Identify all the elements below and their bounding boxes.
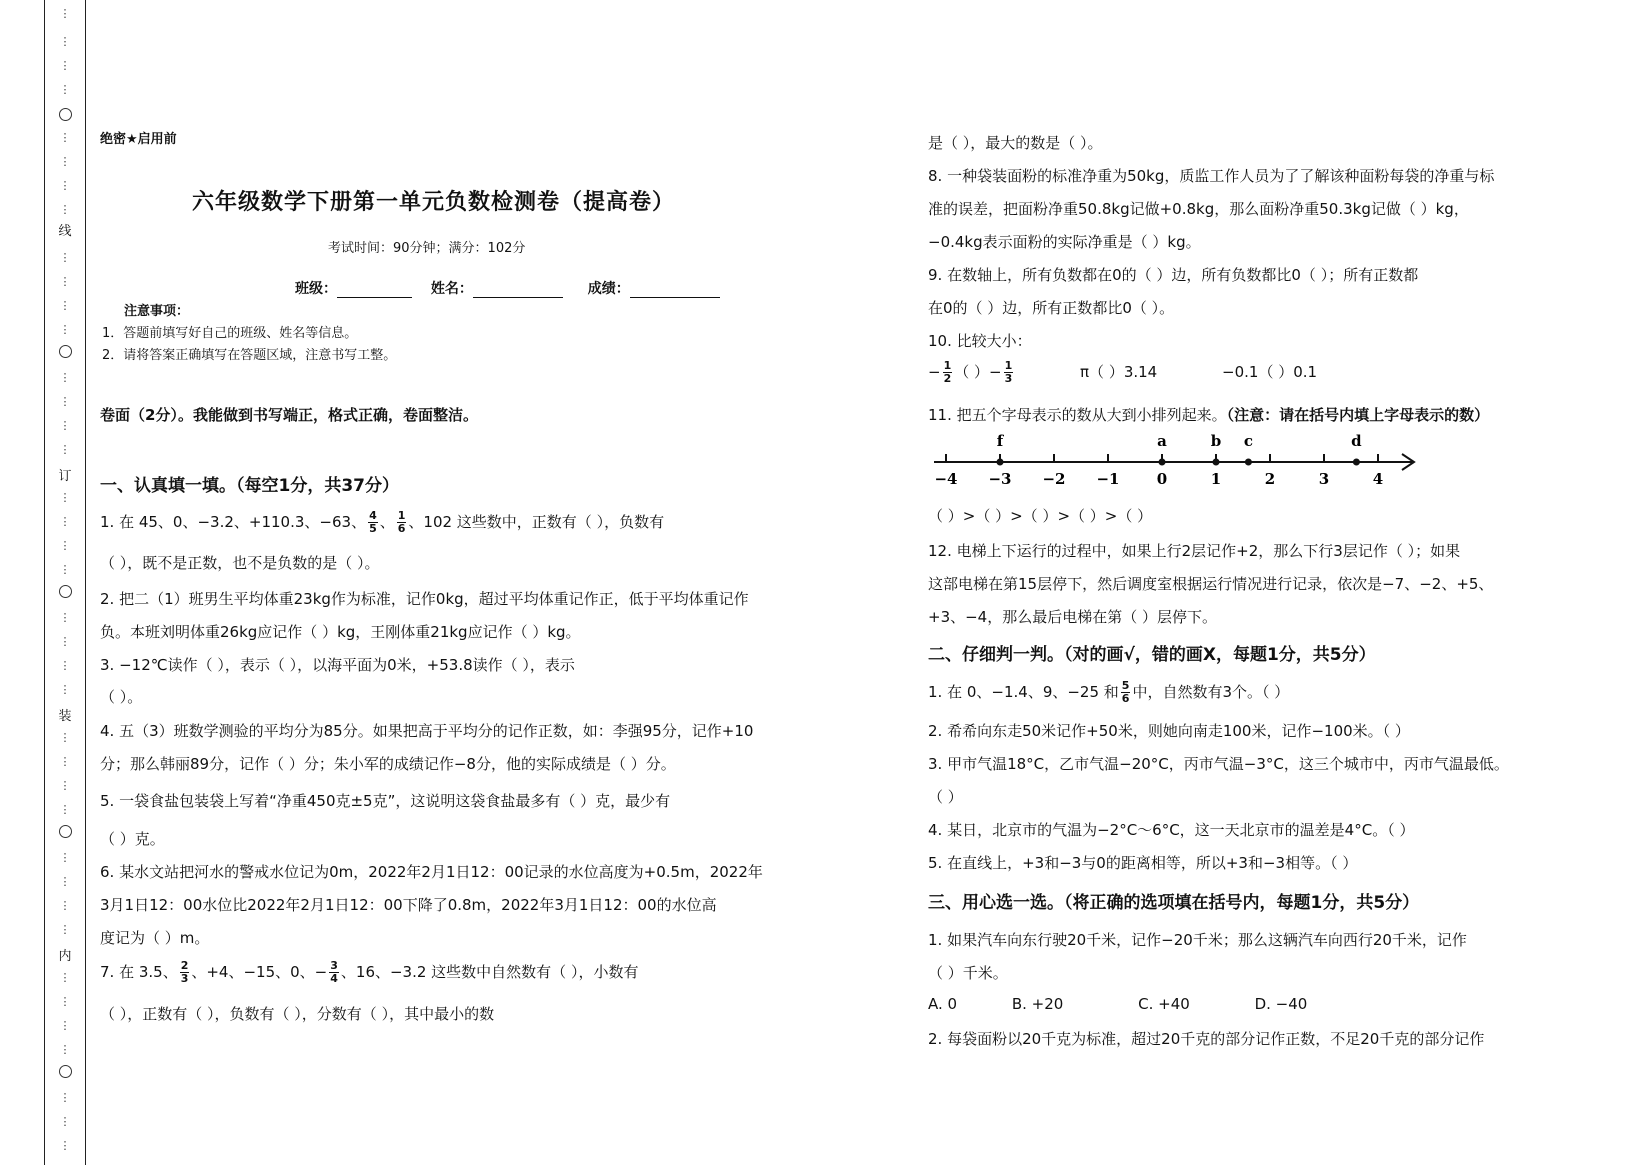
choice-1-line-2: （ ）千米。 (928, 964, 1008, 982)
question-12-line-1: 12. 电梯上下运行的过程中，如果上行2层记作+2，那么下行3层记作（ ）；如果 (928, 542, 1461, 560)
number-line-point-label: b (1210, 432, 1222, 450)
compare-item-3: −0.1（ ）0.1 (1222, 363, 1318, 381)
question-10-items (928, 360, 1317, 385)
note-1: 1．答题前填写好自己的班级、姓名等信息。 (102, 326, 358, 341)
binding-dots: ⋮ (59, 515, 71, 528)
question-12-line-2: 这部电梯在第15层停下，然后调度室根据运行情况进行记录，依次是−7、−2、+5、 (928, 575, 1494, 593)
binding-dots: ⋮ (59, 1139, 71, 1152)
binding-dots: ⋮ (59, 203, 71, 216)
question-6-line-2: 3月1日12：00水位比2022年2月1日12：00下降了0.8m，2022年3月1日12：00的水位高 (100, 896, 717, 914)
binding-dots: ⋮ (59, 635, 71, 648)
binding-label: 装 (58, 709, 72, 724)
binding-dots: ⋮ (59, 1043, 71, 1056)
class-label: 班级： (295, 281, 337, 297)
question-8-line-1: 8. 一种袋装面粉的标准净重为50kg，质监工作人员为了了解该种面粉每袋的净重与标 (928, 167, 1495, 185)
compare-item-1: − $\frac{1}{2}$ （ ）− $\frac{1}{3}$ (928, 359, 1013, 385)
judge-2: 2. 希希向东走50米记作+50米，则她向南走100米，记作−100米。（ ） (928, 722, 1410, 740)
binding-dots: ⋮ (59, 131, 71, 144)
question-6-line-1: 6. 某水文站把河水的警戒水位记为0m，2022年2月1日12：00记录的水位高度为+0.5m，2022年 (100, 863, 763, 881)
question-6-line-3: 度记为（ ）m。 (100, 929, 210, 947)
confidential-mark: 绝密★启用前 (100, 132, 177, 147)
binding-dots: ⋮ (59, 683, 71, 696)
question-2-line-1: 2. 把二（1）班男生平均体重23kg作为标准，记作0kg，超过平均体重记作正，低于平均体重记作 (100, 590, 749, 608)
note-2: 2．请将答案正确填写在答题区域，注意书写工整。 (102, 348, 397, 363)
question-7-line-1: 7. 在 3.5、 $\frac{2}{3}$ 、+4、−15、0、− $\frac{3}{4}$ 、16、−3.2 这些数中自然数有（ ），小数有 (100, 959, 639, 985)
binding-dots: ⋮ (59, 851, 71, 864)
binding-dots: ⋮ (59, 491, 71, 504)
binding-dots: ⋮ (59, 899, 71, 912)
question-7-line-3: 是（ ），最大的数是（ ）。 (928, 134, 1103, 152)
notes-title: 注意事项： (124, 304, 190, 319)
judge-3-line-1: 3. 甲市气温18°C，乙市气温−20°C，丙市气温−3°C，这三个城市中，丙市气温最低。 (928, 755, 1509, 773)
question-5-line-1: 5. 一袋食盐包装袋上写着“净重450克±5克”，这说明这袋食盐最多有（ ）克，最少有 (100, 792, 671, 810)
number-line-point-label: f (996, 432, 1004, 450)
binding-dots: ⋮ (59, 875, 71, 888)
name-label: 姓名： (430, 281, 473, 297)
binding-label: 内 (58, 949, 72, 964)
number-line-tick-label: −1 (1096, 470, 1120, 488)
question-1-line-2: （ ），既不是正数，也不是负数的是（ ）。 (100, 554, 380, 572)
question-10-title: 10. 比较大小： (928, 332, 1032, 350)
number-line-point (997, 459, 1004, 466)
number-line-tick-label: 0 (1156, 470, 1168, 488)
number-line-point-label: a (1157, 432, 1167, 450)
fraction: $\frac{2}{3}$ (180, 959, 189, 985)
binding-circle (59, 585, 72, 598)
question-9-line-1: 9. 在数轴上，所有负数都在0的（ ）边，所有负数都比0（ ）；所有正数都 (928, 266, 1419, 284)
binding-dots: ⋮ (59, 443, 71, 456)
number-line-point-label: c (1243, 432, 1253, 450)
binding-dots: ⋮ (59, 395, 71, 408)
binding-dots: ⋮ (59, 611, 71, 624)
number-line-tick-label: −3 (988, 470, 1012, 488)
choice-1-options (928, 995, 1307, 1013)
binding-dots: ⋮ (59, 323, 71, 336)
binding-dots: ⋮ (59, 251, 71, 264)
compare-item-2: π（ ）3.14 (1080, 363, 1158, 381)
binding-margin (44, 0, 86, 1165)
question-9-line-2: 在0的（ ）边，所有正数都比0（ ）。 (928, 299, 1175, 317)
binding-circle (59, 345, 72, 358)
number-line-tick-label: 2 (1264, 470, 1276, 488)
binding-dots: ⋮ (59, 971, 71, 984)
binding-dots: ⋮ (59, 1091, 71, 1104)
binding-dots: ⋮ (59, 923, 71, 936)
fraction: $\frac{4}{5}$ (369, 509, 377, 535)
binding-circle (59, 1065, 72, 1078)
binding-dots: ⋮ (59, 563, 71, 576)
option-c[interactable]: C. +40 (1138, 995, 1190, 1013)
binding-dots: ⋮ (59, 275, 71, 288)
binding-circle (59, 825, 72, 838)
binding-dots: ⋮ (59, 1019, 71, 1032)
question-8-line-3: −0.4kg表示面粉的实际净重是（ ）kg。 (928, 233, 1201, 251)
section-2-title: 二、仔细判一判。（对的画√，错的画X，每题1分，共5分） (928, 645, 1376, 665)
neatness-note: 卷面（2分）。我能做到书写端正，格式正确，卷面整洁。 (100, 406, 478, 424)
binding-dots: ⋮ (59, 83, 71, 96)
question-4-line-1: 4. 五（3）班数学测验的平均分为85分。如果把高于平均分的记作正数，如：李强95分，记作+10 (100, 722, 754, 740)
number-line-tick-label: −4 (934, 470, 958, 488)
judge-1: 1. 在 0、−1.4、9、−25 和 $\frac{5}{6}$ 中，自然数有3个。（ ） (928, 679, 1290, 705)
section-1-title: 一、认真填一填。（每空1分，共37分） (100, 476, 399, 496)
number-line-point-label: d (1351, 432, 1362, 450)
name-field[interactable] (473, 283, 563, 298)
question-8-line-2: 准的误差，把面粉净重50.8kg记做+0.8kg，那么面粉净重50.3kg记做（ ）kg， (928, 200, 1469, 218)
binding-dots: ⋮ (59, 779, 71, 792)
section-3-title: 三、用心选一选。（将正确的选项填在括号内，每题1分，共5分） (928, 893, 1420, 913)
question-12-line-3: +3、−4，那么最后电梯在第（ ）层停下。 (928, 608, 1217, 626)
binding-dots: ⋮ (59, 995, 71, 1008)
binding-dots: ⋮ (59, 35, 71, 48)
question-3-line-2: （ ）。 (100, 688, 143, 706)
binding-dots: ⋮ (59, 155, 71, 168)
question-2-line-2: 负。本班刘明体重26kg应记作（ ）kg，王刚体重21kg应记作（ ）kg。 (100, 623, 581, 641)
number-line-tick-label: 3 (1318, 470, 1330, 488)
binding-dots: ⋮ (59, 659, 71, 672)
binding-dots: ⋮ (59, 419, 71, 432)
binding-dots: ⋮ (59, 299, 71, 312)
fraction: $\frac{3}{4}$ (330, 959, 338, 985)
option-d[interactable]: D. −40 (1254, 995, 1308, 1013)
question-3-line-1: 3. −12℃读作（ ），表示（ ），以海平面为0米，+53.8读作（ ），表示 (100, 656, 575, 674)
binding-dots: ⋮ (59, 59, 71, 72)
question-7-line-2: （ ），正数有（ ），负数有（ ），分数有（ ），其中最小的数 (100, 1005, 495, 1023)
choice-1-line-1: 1. 如果汽车向东行驶20千米，记作−20千米；那么这辆汽车向西行20千米，记作 (928, 931, 1467, 949)
number-line (934, 432, 1424, 490)
score-label: 成绩： (587, 281, 630, 297)
score-field[interactable] (630, 283, 720, 298)
number-line-tick-label: −2 (1042, 470, 1066, 488)
number-line-point (1213, 459, 1220, 466)
question-4-line-2: 分；那么韩丽89分，记作（ ）分；朱小军的成绩记作−8分，他的实际成绩是（ ）分。 (100, 755, 676, 773)
binding-dots: ⋮ (59, 755, 71, 768)
binding-circle (59, 108, 72, 121)
class-field[interactable] (337, 283, 412, 298)
judge-5: 5. 在直线上，+3和−3与0的距离相等，所以+3和−3相等。（ ） (928, 854, 1358, 872)
number-line-point (1353, 459, 1360, 466)
choice-2-line-1: 2. 每袋面粉以20千克为标准，超过20千克的部分记作正数，不足20千克的部分记作 (928, 1030, 1485, 1048)
question-11-answer: （ ）>（ ）>（ ）>（ ）>（ ） (928, 507, 1153, 525)
binding-dots: ⋮ (59, 7, 71, 20)
fraction: $\frac{1}{6}$ (397, 509, 406, 535)
binding-dots: ⋮ (59, 1115, 71, 1128)
number-line-point (1245, 459, 1252, 466)
binding-label: 订 (58, 469, 72, 484)
binding-dots: ⋮ (59, 803, 71, 816)
number-line-tick-label: 1 (1210, 470, 1222, 488)
option-b[interactable]: B. +20 (1011, 995, 1064, 1013)
binding-dots: ⋮ (59, 179, 71, 192)
binding-dots: ⋮ (59, 371, 71, 384)
binding-dots: ⋮ (59, 539, 71, 552)
number-line-tick-label: 4 (1372, 470, 1384, 488)
info-row (295, 278, 720, 298)
question-5-line-2: （ ）克。 (100, 830, 165, 848)
number-line-point (1159, 459, 1166, 466)
question-11-title: 11. 把五个字母表示的数从大到小排列起来。（注意：请在括号内填上字母表示的数） (928, 406, 1490, 424)
binding-label: 线 (58, 224, 72, 239)
option-a[interactable]: A. 0 (928, 995, 958, 1013)
page-title: 六年级数学下册第一单元负数检测卷（提高卷） (192, 190, 676, 215)
binding-dots: ⋮ (59, 731, 71, 744)
question-1-line-1: 1. 在 45、0、−3.2、+110.3、−63、 $\frac{4}{5}$ 、 $\frac{1}{6}$ 、102 这些数中，正数有（ ），负数有 (100, 509, 665, 535)
exam-meta: 考试时间：90分钟；满分：102分 (328, 241, 526, 256)
judge-3-line-2: （ ） (928, 788, 963, 806)
judge-4: 4. 某日，北京市的气温为−2°C～6°C，这一天北京市的温差是4°C。（ ） (928, 821, 1415, 839)
